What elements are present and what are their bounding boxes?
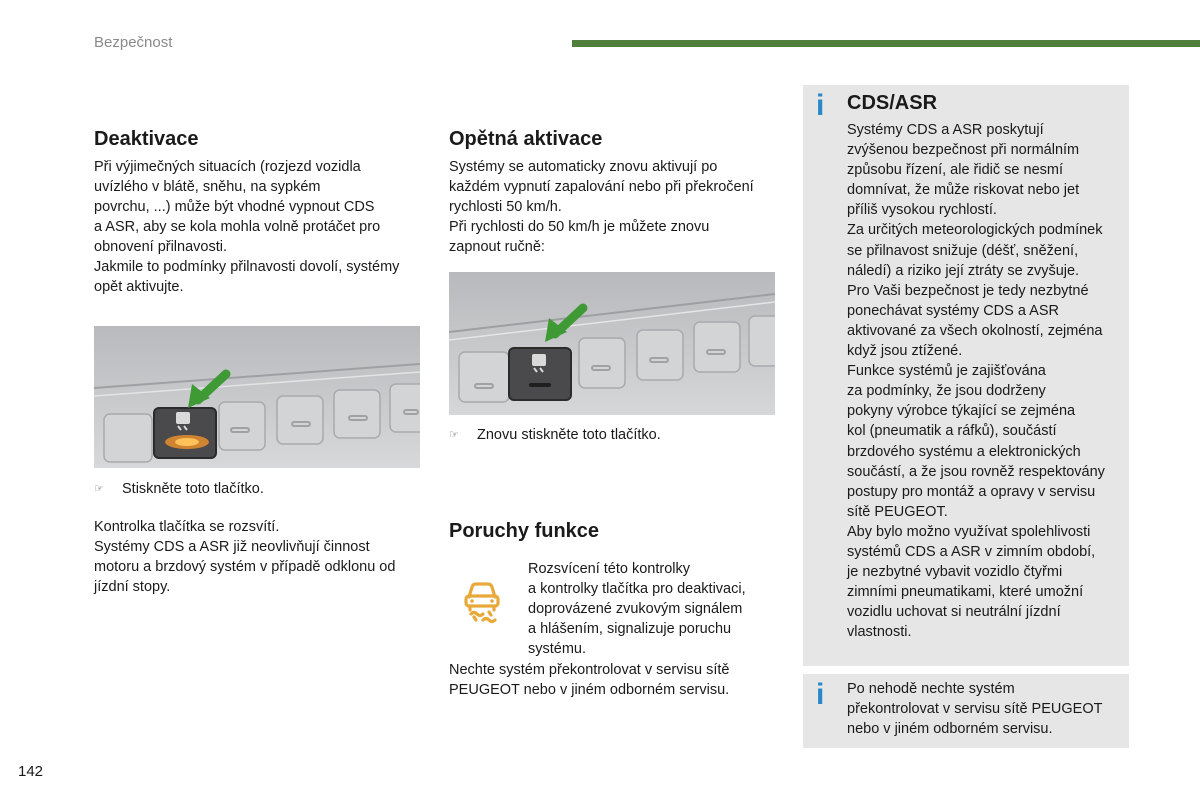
text-line: a hlášením, signalizuje poruchu [528,621,732,637]
text-line: Systémy CDS a ASR již neovlivňují činnost [94,539,370,555]
text-line: náledí) a riziko její ztráty se zvyšuje. [847,262,1080,279]
text-line: příliš vysokou rychlostí. [847,202,997,219]
text-line: postupy pro montáž a opravy v servisu [847,483,1096,500]
text-line: Systémy CDS a ASR poskytují [847,122,1044,138]
text-line: doprovázené zvukovým signálem [528,601,743,617]
text-line: opět aktivujte. [94,279,184,295]
switch-panel-illustration [449,272,775,415]
text-line: domnívat, že může riskovat nebo jet [847,182,1080,199]
text-line: Při výjimečných situacích (rozjezd vozidla [94,159,361,175]
hand-pointer-icon: ☞ [449,428,459,441]
text-line: každém vypnutí zapalování nebo při překročení [449,179,754,195]
info-box-text [847,679,1102,739]
text-line: Při rychlosti do 50 km/h je můžete znovu [449,219,710,235]
text-line: zvýšenou bezpečnost při normálním [847,142,1080,159]
info-icon: i [816,678,825,711]
text-line: uvízlého v blátě, sněhu, na sypkém [94,179,321,195]
text-line: způsobu řízení, ale řidič se nesmí [847,162,1063,179]
text-line: a kontrolky tlačítka pro deaktivaci, [528,581,746,597]
text-line: Jakmile to podmínky přilnavosti dovolí, systémy [94,259,400,275]
text-line: Nechte systém překontrolovat v servisu sítě [449,662,730,678]
text-line: když jsou ztížené. [847,343,963,360]
text-line: zapnout ručně: [449,239,545,255]
text-line: a ASR, aby se kola mohla volně protáčet pro [94,219,381,235]
text-line: kol (pneumatik a ráfků), součástí [847,423,1057,440]
info-icon: i [816,89,825,122]
text-line: překontrolovat v servisu sítě PEUGEOT [847,701,1103,718]
section-label: Bezpečnost [94,34,173,51]
text-line: nebo v jiném odborném servisu. [847,721,1053,738]
reactivation-instruction [449,425,661,445]
instruction-text: Znovu stiskněte toto tlačítko. [477,427,661,443]
deactivation-instruction [94,479,264,499]
deactivation-heading: Deaktivace [94,128,199,150]
text-line: rychlosti 50 km/h. [449,199,562,215]
text-line: jízdní stopy. [94,579,171,595]
text-line: brzdového systému a elektronických [847,443,1081,460]
text-line: povrchu, ...) může být vhodné vypnout CDS [94,199,375,215]
malfunction-heading: Poruchy funkce [449,520,600,542]
cds-asr-info-box [803,85,1129,666]
text-line: sítě PEUGEOT. [847,503,948,520]
text-line: Aby bylo možno využívat spolehlivosti [847,523,1091,540]
text-line: součástí, a že jsou rovněž respektovány [847,463,1105,480]
hand-pointer-icon: ☞ [94,482,104,495]
text-line: je nezbytné vybavit vozidlo čtyřmi [847,564,1063,581]
text-line: Kontrolka tlačítka se rozsvítí. [94,519,280,535]
text-line: systémů CDS a ASR v zimním období, [847,543,1096,560]
accident-info-box [803,674,1129,748]
text-line: PEUGEOT nebo v jiném odborném servisu. [449,682,730,698]
text-line: se přilnavost snižuje (déšť, sněžení, [847,242,1079,259]
text-line: zimními pneumatikami, které umožní [847,584,1084,601]
text-line: aktivované za všech okolností, zejména [847,322,1103,339]
text-line: Pro Vaši bezpečnost je tedy nezbytné [847,282,1089,299]
text-line: Rozsvícení této kontrolky [528,561,690,577]
text-line: obnovení přilnavosti. [94,239,227,255]
text-line: ponechávat systémy CDS a ASR [847,302,1059,319]
page-number: 142 [18,763,44,780]
deactivation-button-photo [94,326,420,468]
text-line: Po nehodě nechte systém [847,681,1015,697]
text-line: Funkce systémů je zajišťována [847,363,1046,380]
stability-warning-icon [458,576,506,624]
reactivation-button-photo [449,272,775,415]
text-line: vlastnosti. [847,624,912,641]
text-line: za podmínky, že jsou dodrženy [847,383,1046,400]
text-line: vozidlu uchovat si neutrální jízdní [847,604,1061,621]
text-line: systému. [528,641,587,657]
switch-panel-illustration [94,326,420,468]
text-line: Systémy se automaticky znovu aktivují po [449,159,718,175]
deactivation-text [94,157,399,297]
info-box-title: CDS/ASR [847,92,938,114]
instruction-text: Stiskněte toto tlačítko. [122,481,264,497]
text-line: Za určitých meteorologických podmínek [847,222,1103,239]
header-accent-bar [572,40,1200,47]
info-box-text [847,120,1105,642]
malfunction-text [449,660,729,700]
text-line: motoru a brzdový systém v případě odklonu od [94,559,396,575]
text-line: pokyny výrobce týkající se zejména [847,403,1076,420]
reactivation-text [449,157,754,257]
malfunction-icon-text [528,559,746,659]
deactivation-result-text [94,517,395,597]
reactivation-heading: Opětná aktivace [449,128,603,150]
